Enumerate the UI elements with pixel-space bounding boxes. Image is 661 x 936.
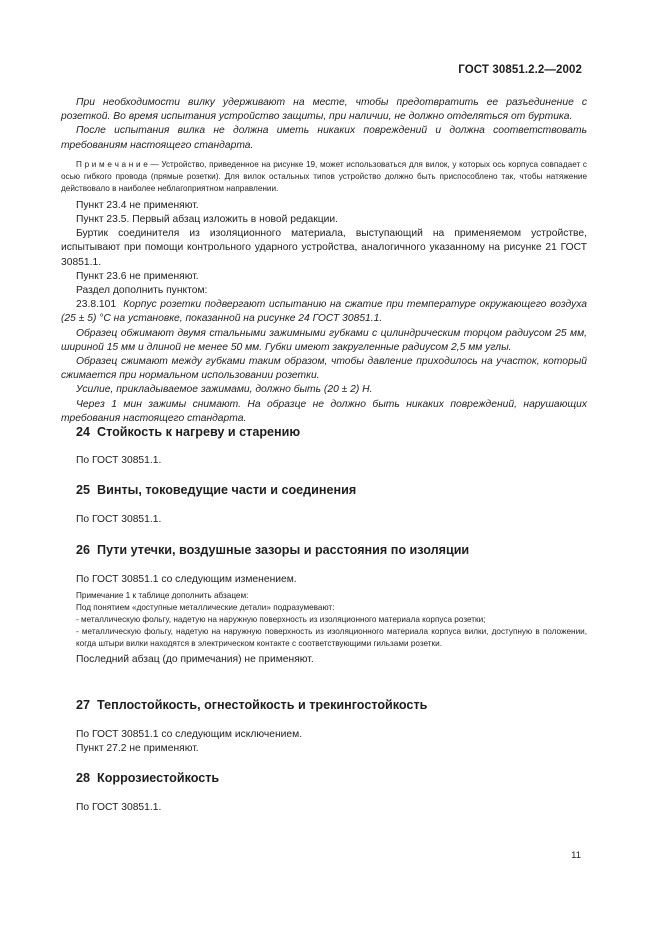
paragraph bbox=[61, 298, 587, 326]
paragraph: Пункт 23.5. Первый абзац изложить в новой редакции. bbox=[76, 214, 338, 226]
paragraph: Пункт 23.4 не применяют. bbox=[76, 199, 199, 211]
section-number: 25 bbox=[76, 483, 91, 497]
section-24-heading bbox=[76, 425, 300, 439]
section-23-continuation bbox=[61, 96, 587, 426]
paragraph: При необходимости вилку удерживают на месте, чтобы предотвратить ее разъединение с розеткой. Во время испытания устройство защиты, при наличии, не должно отделяться от буртика. bbox=[61, 97, 587, 123]
section-25-heading bbox=[76, 483, 356, 497]
note-paragraph: Под понятием «доступные металлические детали» подразумевают: bbox=[76, 603, 335, 613]
paragraph: По ГОСТ 30851.1. bbox=[76, 455, 162, 466]
definition-list bbox=[61, 614, 587, 650]
list-item: - металлическую фольгу, надетую на наружную поверхность из изоляционного материала корпуса розетки; bbox=[61, 614, 587, 626]
section-title: Коррозиестойкость bbox=[97, 771, 220, 785]
paragraph: По ГОСТ 30851.1. bbox=[76, 802, 162, 813]
paragraph: По ГОСТ 30851.1 со следующим изменением. bbox=[76, 574, 297, 585]
section-27-heading bbox=[76, 698, 427, 712]
paragraph: Раздел дополнить пунктом: bbox=[76, 285, 208, 297]
section-number: 27 bbox=[76, 698, 91, 712]
section-title: Винты, токоведущие части и соединения bbox=[97, 483, 357, 497]
section-title: Теплостойкость, огнестойкость и трекингостойкость bbox=[97, 698, 428, 712]
clause-text: Корпус розетки подвергают испытанию на сжатие при температуре окружающего воздуха (25 ± 5) °С на установке, показанной на рисунке 24 ГОСТ 30851.1. bbox=[61, 299, 587, 325]
paragraph: После испытания вилка не должна иметь никаких повреждений и должна соответствовать требованиям настоящего стандарта. bbox=[61, 125, 587, 151]
note-paragraph: Примечание 1 к таблице дополнить абзацем: bbox=[76, 591, 249, 601]
paragraph: По ГОСТ 30851.1. bbox=[76, 514, 162, 525]
clause-number: 23.8.101 bbox=[76, 299, 117, 311]
section-number: 26 bbox=[76, 543, 91, 557]
paragraph: Усилие, прикладываемое зажимами, должно быть (20 ± 2) Н. bbox=[76, 384, 373, 396]
section-24-body bbox=[61, 454, 587, 468]
section-number: 28 bbox=[76, 771, 91, 785]
section-26-heading bbox=[76, 543, 469, 557]
section-number: 24 bbox=[76, 425, 91, 439]
note-paragraph: П р и м е ч а н и е — Устройство, приведенное на рисунке 19, может использоваться для вилок, у которых ось корпуса совпадает с осью гибкого провода (прямые розетки). Для вилок остальных типов устройство должно быть приспособлено так, чтобы натяжение действовало в наиболее неблагоприятном направлении. bbox=[61, 159, 587, 193]
list-item: - металлическую фольгу, надетую на наружную поверхность из изоляционного материала корпуса вилки, доступную в положении, когда штыри вилки находятся в электрическом контакте с соответствующими гильзами розетки. bbox=[61, 626, 587, 650]
section-28-body bbox=[61, 801, 587, 815]
paragraph: Через 1 мин зажимы снимают. На образце не должно быть никаких повреждений, нарушающих требования настоящего стандарта. bbox=[61, 398, 587, 424]
paragraph: Последний абзац (до примечания) не применяют. bbox=[76, 654, 314, 666]
paragraph: Буртик соединителя из изоляционного материала, выступающий на применяемом устройстве, испытывают при помощи контрольного ударного устройства, аналогичного указанному на рисунке 21 ГОСТ 30851.1. bbox=[61, 228, 587, 268]
document-code-header: ГОСТ 30851.2.2—2002 bbox=[458, 64, 582, 76]
section-26-body bbox=[61, 573, 587, 667]
section-27-body bbox=[61, 728, 587, 756]
paragraph: По ГОСТ 30851.1 со следующим исключением. bbox=[76, 729, 303, 740]
section-title: Пути утечки, воздушные зазоры и расстояния по изоляции bbox=[97, 543, 470, 557]
section-title: Стойкость к нагреву и старению bbox=[97, 425, 301, 439]
paragraph: Пункт 23.6 не применяют. bbox=[76, 270, 199, 282]
paragraph: Пункт 27.2 не применяют. bbox=[76, 743, 199, 755]
section-28-heading bbox=[76, 771, 219, 785]
paragraph: Образец сжимают между губками таким образом, чтобы давление приходилось на участок, который сжимается при нормальном использовании розетки. bbox=[61, 356, 587, 382]
paragraph: Образец обжимают двумя стальными зажимными губками с цилиндрическим торцом радиусом 25 мм, шириной 15 мм и длиной не менее 50 мм. Губки имеют закругленные радиусом 2,5 мм углы. bbox=[61, 327, 587, 353]
section-25-body bbox=[61, 513, 587, 527]
page-number: 11 bbox=[571, 850, 581, 861]
